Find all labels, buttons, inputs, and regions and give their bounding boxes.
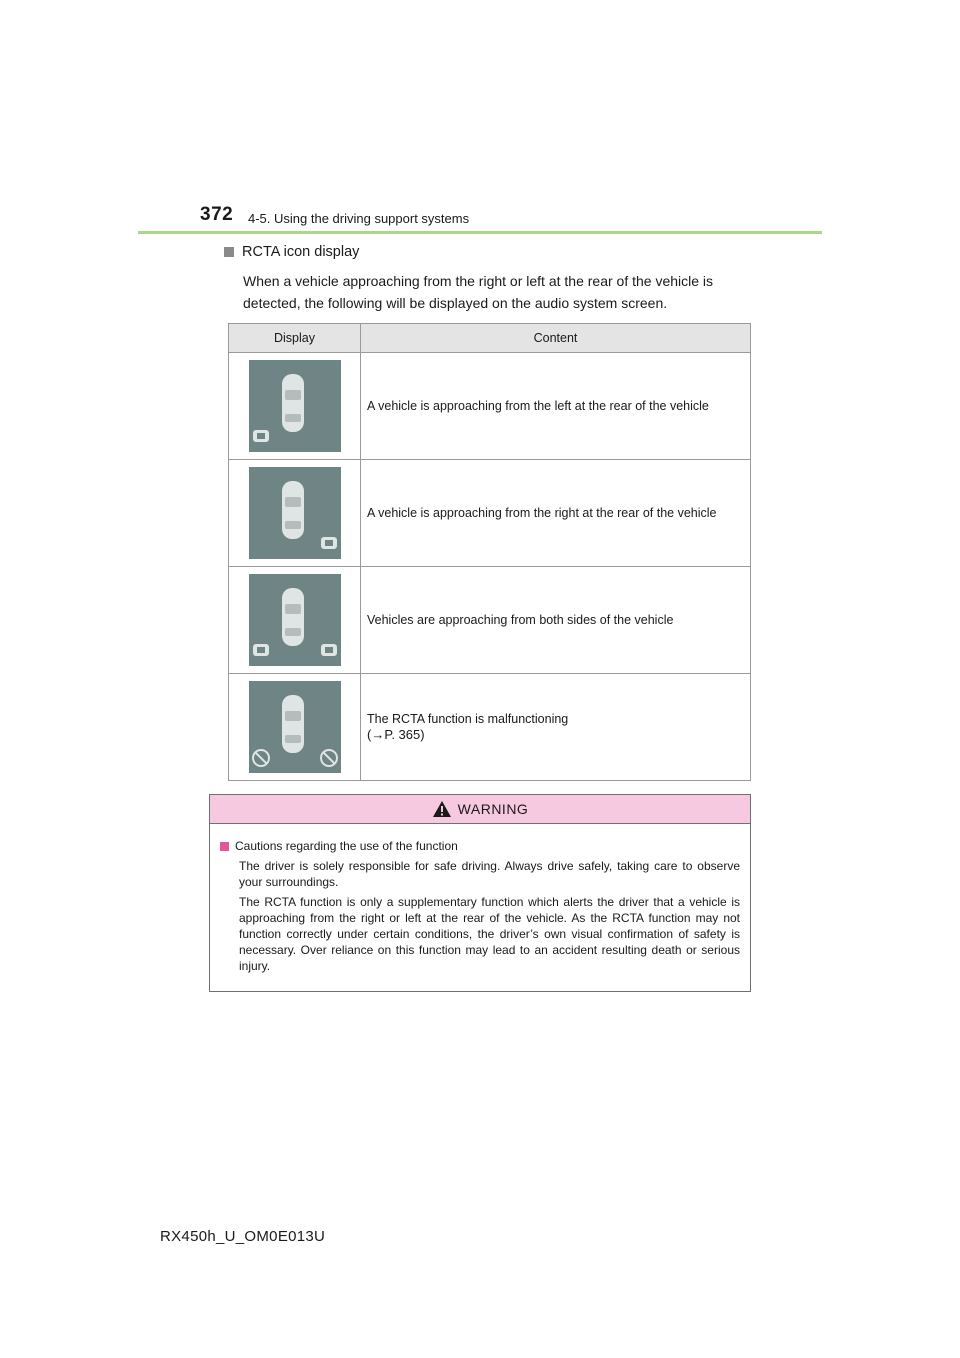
square-bullet-icon: [220, 842, 229, 851]
warning-box: [209, 794, 751, 992]
warning-paragraph: The RCTA function is only a supplementary function which alerts the driver that a vehicle is approaching from the right or left at the rear of the vehicle. As the RCTA function may not function correctly under certain conditions, the driver’s own visual confirmation of safety is necessary. Over reliance on this function may lead to an accident resulting death or serious injury.: [239, 895, 740, 973]
content-line: The RCTA function is malfunctioning: [367, 712, 569, 726]
rcta-subheading: [224, 244, 359, 260]
intro-paragraph: When a vehicle approaching from the right or left at the rear of the vehicle is detected, the following will be displayed on the audio system screen.: [243, 273, 714, 311]
rcta-both-icon: [249, 574, 341, 666]
table-row: [229, 460, 751, 567]
column-header-content: Content: [361, 324, 751, 353]
rcta-display-table: [228, 323, 751, 781]
warning-subheading-text: Cautions regarding the use of the function: [235, 839, 458, 853]
page-number: 372: [200, 204, 234, 225]
warning-triangle-icon: [432, 800, 452, 818]
display-cell: [229, 674, 361, 781]
page-reference: (→P. 365): [367, 727, 425, 742]
warning-subheading: [220, 838, 740, 854]
rcta-right-icon: [249, 467, 341, 559]
header-rule: [138, 231, 822, 234]
content-cell: [361, 674, 751, 781]
warning-body: [210, 824, 750, 974]
rcta-left-icon: [249, 360, 341, 452]
table-row: [229, 353, 751, 460]
content-cell: Vehicles are approaching from both sides of the vehicle: [361, 567, 751, 674]
warning-header: [210, 795, 750, 824]
rcta-malfunction-icon: [249, 681, 341, 773]
section-title: 4-5. Using the driving support systems: [248, 211, 470, 226]
column-header-display: Display: [229, 324, 361, 353]
content-cell: A vehicle is approaching from the right at the rear of the vehicle: [361, 460, 751, 567]
content-cell: A vehicle is approaching from the left at the rear of the vehicle: [361, 353, 751, 460]
table-header-row: [229, 324, 751, 353]
square-bullet-icon: [224, 247, 234, 257]
footer-code: RX450h_U_OM0E013U: [160, 1228, 326, 1245]
display-cell: [229, 567, 361, 674]
warning-paragraph: The driver is solely responsible for safe driving. Always drive safely, taking care to observe your surroundings.: [239, 859, 740, 889]
display-cell: [229, 353, 361, 460]
display-cell: [229, 460, 361, 567]
table-row: [229, 567, 751, 674]
warning-title: WARNING: [457, 801, 529, 817]
subheading-text: RCTA icon display: [242, 244, 360, 260]
table-row: [229, 674, 751, 781]
